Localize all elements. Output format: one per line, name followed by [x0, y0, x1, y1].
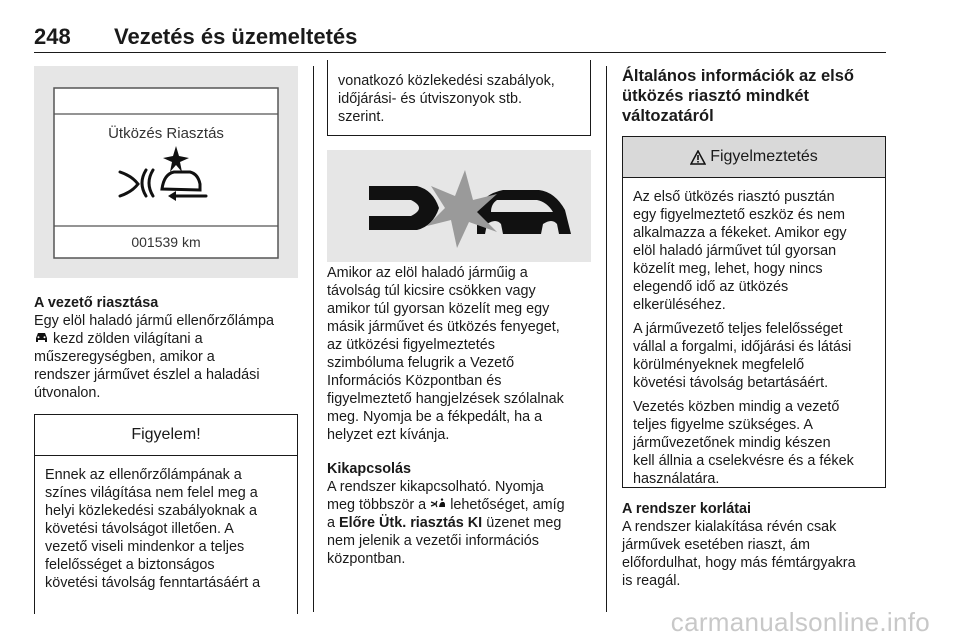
caution-line: színes világítása nem felel meg a	[45, 485, 258, 501]
paragraph-line: szimbóluma felugrik a Vezető	[327, 355, 515, 371]
paragraph-line: a Előre Ütk. riasztás KI üzenet meg	[327, 515, 562, 531]
caution-line: követési távolság fenntartásáért a	[45, 575, 261, 591]
menu-setting-name: Előre Ütk. riasztás KI	[339, 515, 483, 531]
paragraph-line: kezd zölden világítani a	[34, 330, 304, 348]
fca-setting-icon	[430, 497, 446, 509]
paragraph-line: A rendszer kikapcsolható. Nyomja	[327, 479, 544, 495]
paragraph-line: A rendszer kialakítása révén csak	[622, 519, 837, 535]
vehicle-ahead-icon	[34, 331, 49, 343]
warning-triangle-icon	[690, 150, 706, 165]
driver-alert-section	[34, 294, 304, 402]
section-heading: A vezető riasztása	[34, 295, 159, 311]
header-rule	[34, 52, 886, 53]
paragraph-line: másik járművet és ütközés fenyeget,	[327, 319, 560, 335]
chapter-title: Vezetés és üzemeltetés	[114, 24, 358, 49]
section-subheading: A rendszer korlátai	[622, 501, 752, 517]
caution-line: követési távolságot illetően. A	[45, 521, 234, 537]
general-info-heading	[622, 66, 892, 126]
caution-line: vezető viseli mindenkor a teljes	[45, 539, 245, 555]
limitations-section	[622, 500, 892, 590]
warning-paragraph: A járművezető teljes felelősséget vállal a forgalmi, időjárási és látási körülményeknek megfelelő követési távolság betartásáért.	[633, 321, 852, 391]
warning-box	[622, 136, 886, 488]
heading-line: Általános információk az első	[622, 67, 854, 85]
warning-header	[623, 137, 885, 178]
paragraph-line: amikor túl gyorsan közelít meg egy	[327, 301, 550, 317]
paragraph-line: meg. Nyomja be a fékpedált, ha a	[327, 409, 543, 425]
paragraph-line: központban.	[327, 551, 406, 567]
instrument-display-illustration	[34, 66, 298, 278]
dashboard-figure	[34, 66, 298, 278]
column-divider	[606, 66, 607, 612]
page-header	[34, 24, 886, 54]
caution-line: Ennek az ellenőrzőlámpának a	[45, 467, 242, 483]
display-title: Ütközés Riasztás	[108, 125, 224, 142]
paragraph-line: előfordulhat, hogy más fémtárgyakra	[622, 555, 856, 571]
collision-alert-section	[327, 264, 597, 568]
paragraph-line: rendszer járművet észlel a haladási	[34, 367, 260, 383]
paragraph-line: útvonalon.	[34, 385, 101, 401]
caution-box	[34, 414, 298, 614]
paragraph-line: figyelmeztető hangjelzések szólalnak	[327, 391, 564, 407]
warning-title: Figyelmeztetés	[710, 148, 818, 165]
paragraph-line: távolság túl kicsire csökken vagy	[327, 283, 536, 299]
paragraph-line: az ütközési figyelmeztetés	[327, 337, 495, 353]
section-subheading: Kikapcsolás	[327, 461, 411, 477]
column-divider	[313, 66, 314, 612]
paragraph-line: Egy elöl haladó jármű ellenőrzőlámpa	[34, 313, 274, 329]
watermark: carmanualsonline.info	[670, 607, 930, 637]
paragraph-line: műszeregységben, amikor a	[34, 349, 215, 365]
caution-line: szerint.	[338, 109, 385, 125]
heading-line: ütközés riasztó mindkét	[622, 87, 810, 105]
paragraph-line: helyzet ezt kívánja.	[327, 427, 450, 443]
warning-paragraph: Vezetés közben mindig a vezető teljes figyelme szükséges. A járművezetőnek mindig készen kell állnia a cselekvésre és a fékek használatára.	[633, 399, 854, 487]
heading-line: változatáról	[622, 107, 714, 125]
paragraph-line: járművek esetében riaszt, ám	[622, 537, 810, 553]
warning-paragraph: Az első ütközés riasztó pusztán egy figyelmeztető eszköz és nem alkalmazza a fékeket. Amikor egy elöl haladó járművet túl gyorsan közelít meg, lehet, hogy nincs elegendő idő az ütközés elkerüléséhez.	[633, 189, 847, 313]
paragraph-line: nem jelenik a vezetői információs	[327, 533, 539, 549]
paragraph-line: Információs Központban és	[327, 373, 502, 389]
caution-title: Figyelem!	[35, 415, 297, 456]
caution-line: vonatkozó közlekedési szabályok,	[338, 73, 555, 89]
collision-warning-figure	[327, 150, 591, 262]
paragraph-line: Amikor az elöl haladó járműig a	[327, 265, 528, 281]
caution-line: időjárási- és útviszonyok stb.	[338, 91, 522, 107]
caution-line: helyi közlekedési szabályoknak a	[45, 503, 257, 519]
paragraph-line: is reagál.	[622, 573, 681, 589]
caution-box-continued	[327, 60, 591, 136]
paragraph-line: meg többször a lehetőséget, amíg	[327, 497, 565, 513]
caution-line: felelősséget a biztonságos	[45, 557, 215, 573]
page-number: 248	[34, 24, 71, 49]
odometer-readout: 001539 km	[131, 234, 201, 250]
collision-warning-icon	[327, 150, 591, 262]
